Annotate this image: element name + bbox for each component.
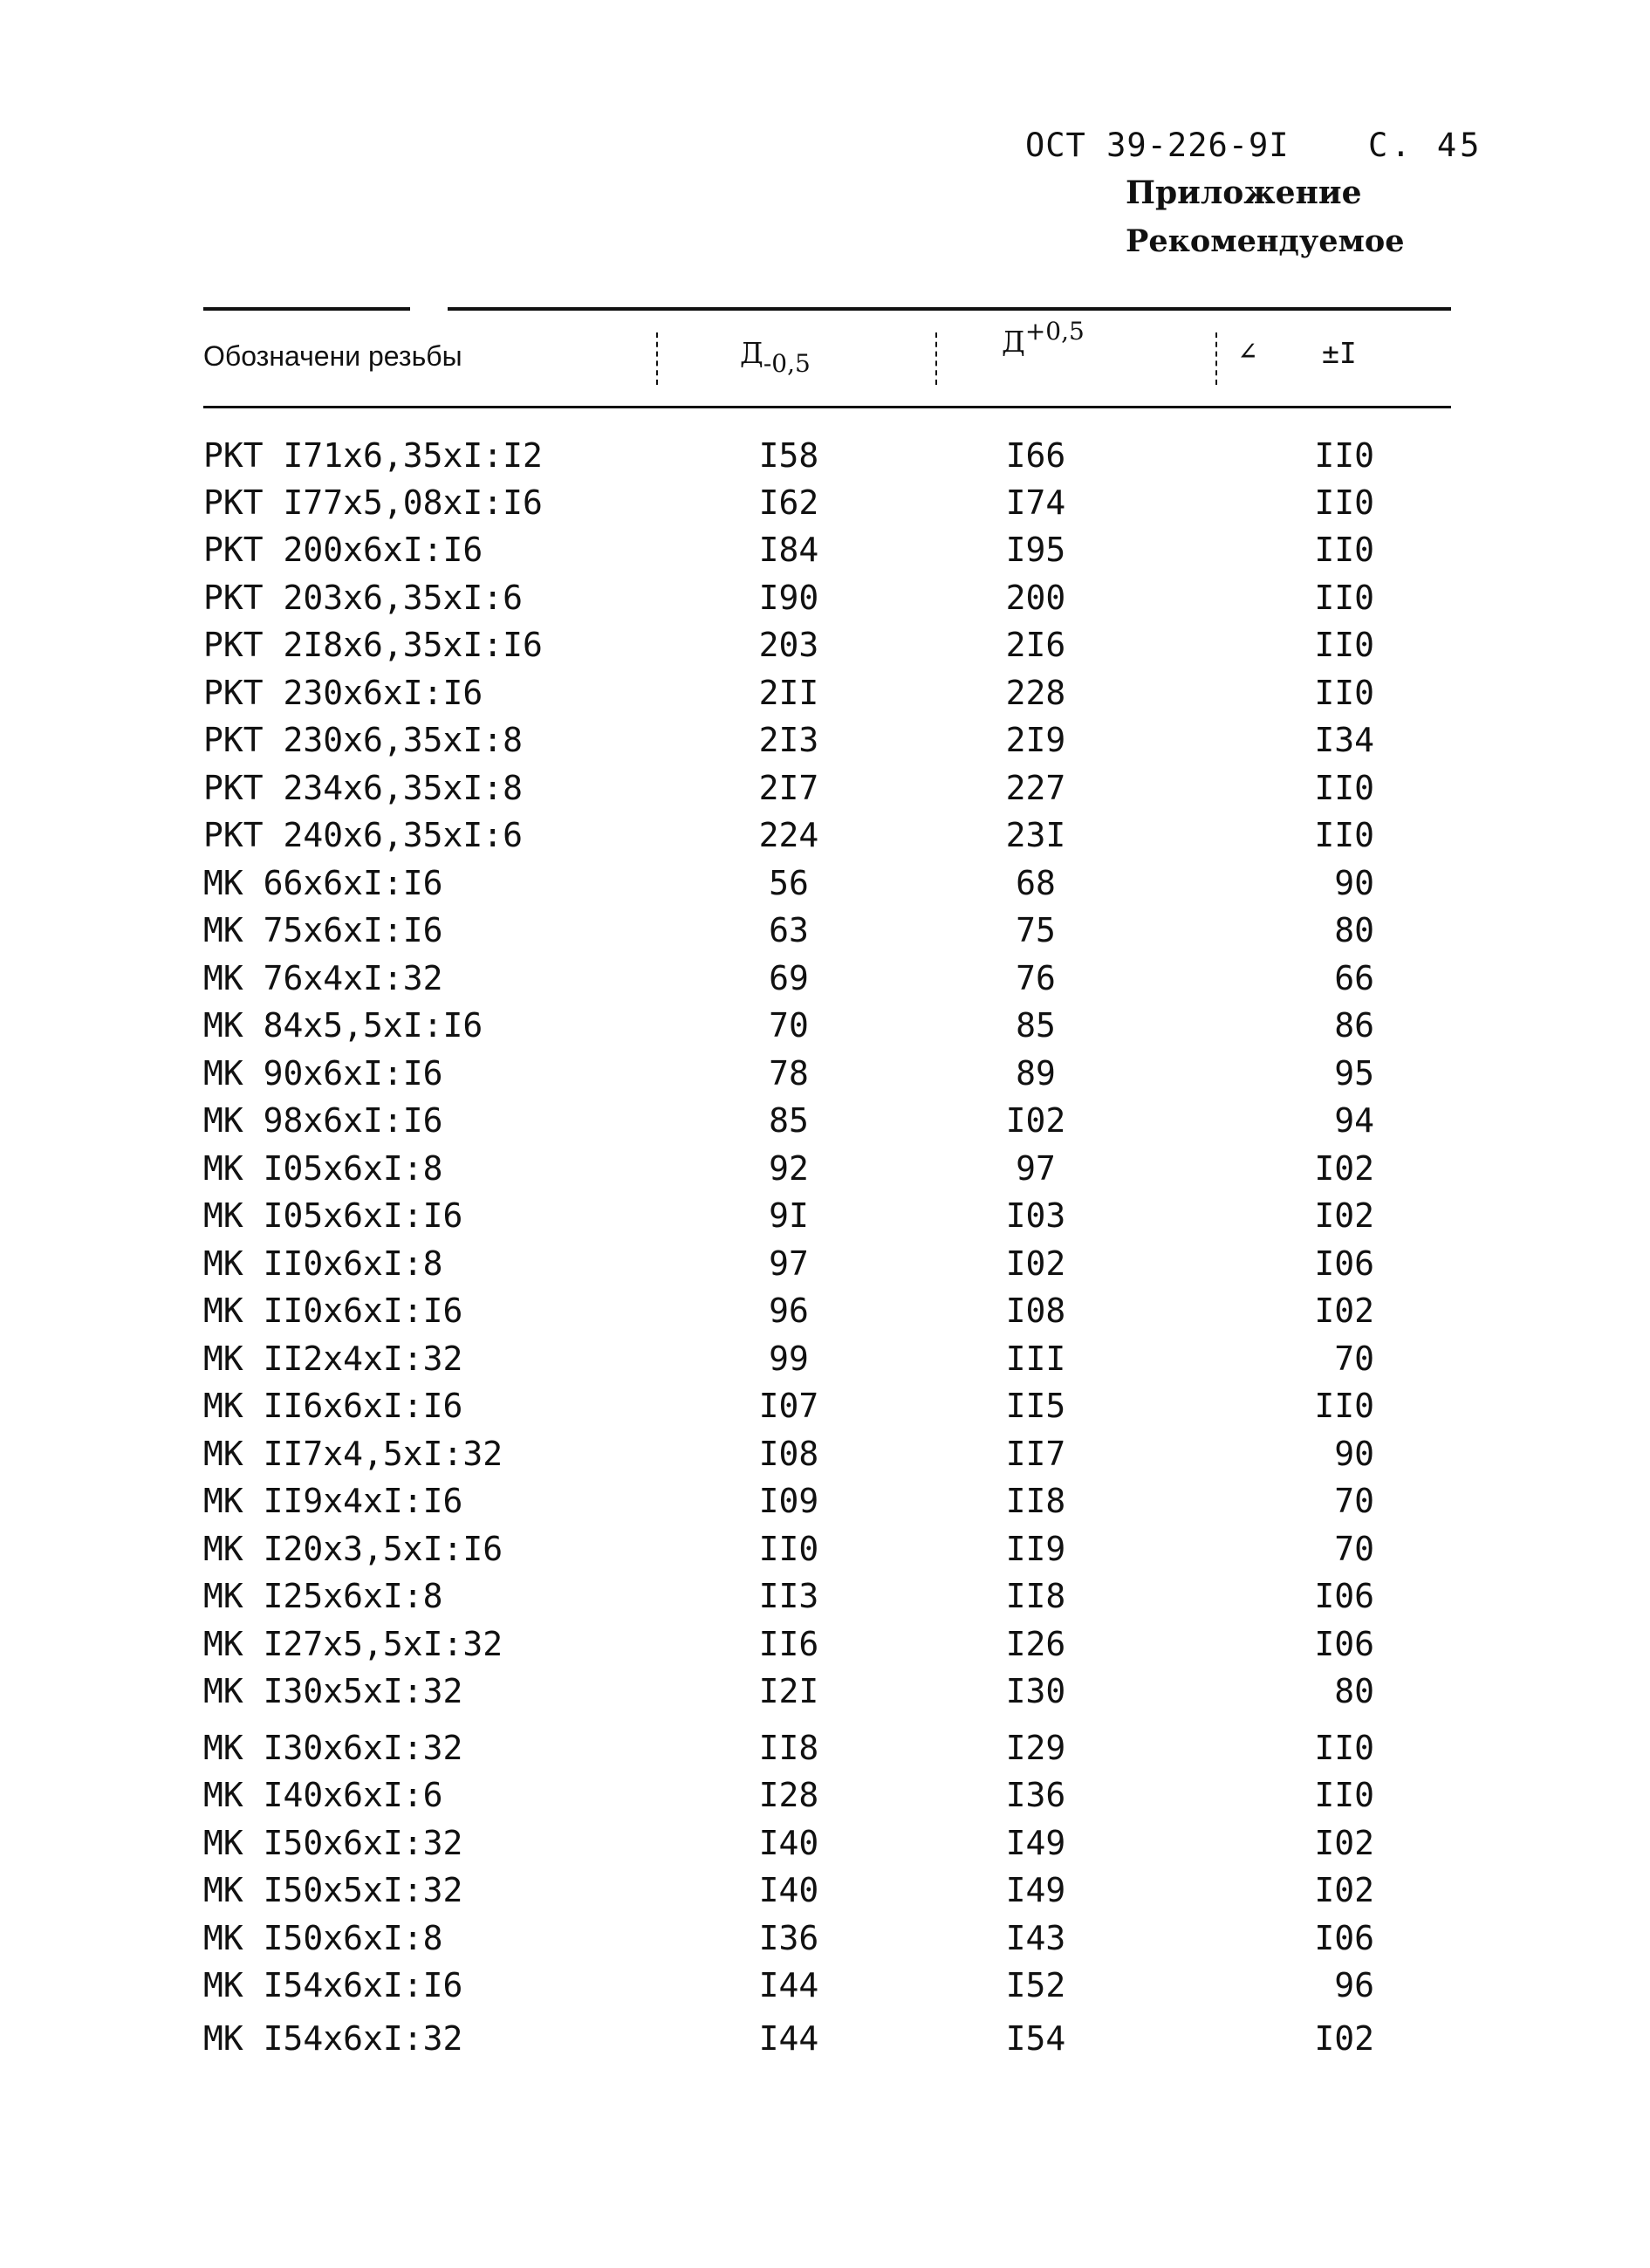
angle-value: 94 (1334, 1101, 1374, 1140)
angle-value: 70 (1334, 1340, 1374, 1378)
table-row (0, 1052, 1650, 1095)
angle-value: I02 (1314, 1871, 1374, 1909)
outer-diameter-value: I08 (1005, 1292, 1066, 1330)
inner-diameter-value: I09 (758, 1482, 819, 1520)
column-header-angle: ∠ (1239, 334, 1256, 368)
table-top-rule (448, 307, 1451, 311)
thread-designation: МК I25х6хI:8 (203, 1577, 443, 1615)
angle-value: 70 (1334, 1530, 1374, 1568)
outer-diameter-value: I66 (1005, 436, 1066, 475)
inner-diameter-value: 224 (758, 816, 819, 854)
column-header-inner-diameter: $Д_{-0,5}$ (740, 336, 811, 378)
outer-diameter-value: II7 (1005, 1435, 1066, 1473)
inner-diameter-value: I36 (758, 1919, 819, 1957)
outer-diameter-value: I52 (1005, 1966, 1066, 2004)
inner-diameter-value: II6 (758, 1625, 819, 1663)
outer-diameter-value: II8 (1005, 1482, 1066, 1520)
appendix-status: Рекомендуемое (1126, 223, 1405, 259)
inner-diameter-value: I07 (758, 1387, 819, 1425)
thread-designation: РКТ I77х5,08хI:I6 (203, 483, 543, 522)
inner-diameter-value: I40 (758, 1824, 819, 1862)
inner-diameter-value: 70 (769, 1006, 809, 1045)
thread-designation: МК I50х6хI:8 (203, 1919, 443, 1957)
thread-designation: МК II9х4хI:I6 (203, 1482, 463, 1520)
table-row (0, 718, 1650, 762)
angle-value: 80 (1334, 911, 1374, 949)
outer-diameter-value: I74 (1005, 483, 1066, 522)
column-header-designation: Обозначени резьбы (203, 340, 462, 372)
thread-designation: МК 76х4хI:32 (203, 959, 443, 997)
column-separator (656, 332, 658, 385)
table-row (0, 1773, 1650, 1817)
table-row (0, 1337, 1650, 1381)
table-row (0, 1242, 1650, 1285)
outer-diameter-value: I02 (1005, 1101, 1066, 1140)
table-row (0, 528, 1650, 572)
table-row (0, 1479, 1650, 1523)
outer-diameter-value: 2I9 (1005, 721, 1066, 759)
inner-diameter-value: 9I (769, 1196, 809, 1235)
table-row (0, 671, 1650, 715)
angle-value: I02 (1314, 1149, 1374, 1188)
column-separator (1215, 332, 1217, 385)
table-row (0, 956, 1650, 1000)
table-row (0, 908, 1650, 952)
inner-diameter-value: 85 (769, 1101, 809, 1140)
outer-diameter-value: I03 (1005, 1196, 1066, 1235)
thread-designation: РКТ 240х6,35хI:6 (203, 816, 524, 854)
thread-designation: РКТ 234х6,35хI:8 (203, 769, 524, 807)
angle-value: I06 (1314, 1577, 1374, 1615)
outer-diameter-value: I02 (1005, 1244, 1066, 1283)
thread-designation: РКТ 2I8х6,35хI:I6 (203, 626, 543, 664)
angle-value: I34 (1314, 721, 1374, 759)
table-row (0, 481, 1650, 524)
angle-value: II0 (1314, 531, 1374, 569)
table-row (0, 1527, 1650, 1571)
thread-designation: МК II0х6хI:8 (203, 1244, 443, 1283)
thread-designation: МК II2х4хI:32 (203, 1340, 463, 1378)
inner-diameter-value: I90 (758, 579, 819, 617)
inner-diameter-value: I62 (758, 483, 819, 522)
inner-diameter-value: 96 (769, 1292, 809, 1330)
table-row (0, 1916, 1650, 1960)
inner-diameter-value: I44 (758, 1966, 819, 2004)
angle-value: 90 (1334, 1435, 1374, 1473)
angle-value: 96 (1334, 1966, 1374, 2004)
table-row (0, 1432, 1650, 1476)
outer-diameter-value: II8 (1005, 1577, 1066, 1615)
outer-diameter-value: 227 (1005, 769, 1066, 807)
table-row (0, 813, 1650, 857)
outer-diameter-value: I54 (1005, 2019, 1066, 2058)
angle-value: II0 (1314, 483, 1374, 522)
table-row (0, 1963, 1650, 2007)
thread-designation: РКТ I71х6,35хI:I2 (203, 436, 543, 475)
thread-designation: МК I54х6хI:32 (203, 2019, 463, 2058)
angle-value: 70 (1334, 1482, 1374, 1520)
thread-designation: МК II0х6хI:I6 (203, 1292, 463, 1330)
inner-diameter-value: I28 (758, 1776, 819, 1814)
table-row (0, 1147, 1650, 1190)
angle-value: 66 (1334, 959, 1374, 997)
thread-designation: РКТ 230х6хI:I6 (203, 674, 483, 712)
table-row (0, 434, 1650, 477)
outer-diameter-value: 76 (1016, 959, 1056, 997)
inner-diameter-value: I40 (758, 1871, 819, 1909)
table-row (0, 1574, 1650, 1618)
thread-designation: МК 66х6хI:I6 (203, 864, 443, 902)
inner-diameter-value: 78 (769, 1054, 809, 1093)
table-row (0, 1726, 1650, 1770)
table-row (0, 861, 1650, 905)
appendix-label: Приложение (1126, 175, 1362, 211)
angle-value: I06 (1314, 1625, 1374, 1663)
inner-diameter-value: 203 (758, 626, 819, 664)
table-top-rule (203, 307, 410, 311)
angle-value: I02 (1314, 1292, 1374, 1330)
outer-diameter-value: I95 (1005, 531, 1066, 569)
inner-diameter-value: I58 (758, 436, 819, 475)
thread-designation: РКТ 230х6,35хI:8 (203, 721, 524, 759)
table-row (0, 1289, 1650, 1333)
inner-diameter-value: 2II (758, 674, 819, 712)
angle-value: I02 (1314, 1196, 1374, 1235)
table-row (0, 1194, 1650, 1237)
table-header-rule (203, 406, 1451, 408)
table-row (0, 576, 1650, 620)
thread-designation: МК 98х6хI:I6 (203, 1101, 443, 1140)
thread-designation: МК I40х6хI:6 (203, 1776, 443, 1814)
thread-designation: МК I54х6хI:I6 (203, 1966, 463, 2004)
table-row (0, 623, 1650, 667)
angle-value: II0 (1314, 1776, 1374, 1814)
angle-value: 86 (1334, 1006, 1374, 1045)
table-row (0, 1821, 1650, 1865)
angle-value: II0 (1314, 769, 1374, 807)
thread-designation: МК I27х5,5хI:32 (203, 1625, 503, 1663)
inner-diameter-value: 69 (769, 959, 809, 997)
inner-diameter-value: 56 (769, 864, 809, 902)
thread-designation: МК I30х6хI:32 (203, 1729, 463, 1767)
table-row (0, 1384, 1650, 1428)
outer-diameter-value: I49 (1005, 1871, 1066, 1909)
inner-diameter-value: 99 (769, 1340, 809, 1378)
outer-diameter-value: 85 (1016, 1006, 1056, 1045)
outer-diameter-value: I49 (1005, 1824, 1066, 1862)
thread-designation: МК I05х6хI:8 (203, 1149, 443, 1188)
thread-designation: МК II6х6хI:I6 (203, 1387, 463, 1425)
inner-diameter-value: I2I (758, 1672, 819, 1710)
inner-diameter-value: I08 (758, 1435, 819, 1473)
angle-value: 95 (1334, 1054, 1374, 1093)
table-row (0, 1622, 1650, 1666)
thread-designation: РКТ 203х6,35хI:6 (203, 579, 524, 617)
thread-designation: МК II7х4,5хI:32 (203, 1435, 503, 1473)
thread-designation: МК I50х5хI:32 (203, 1871, 463, 1909)
angle-value: I06 (1314, 1244, 1374, 1283)
thread-designation: МК 84х5,5хI:I6 (203, 1006, 483, 1045)
angle-value: II0 (1314, 626, 1374, 664)
table-row (0, 766, 1650, 810)
inner-diameter-value: I84 (758, 531, 819, 569)
angle-value: 90 (1334, 864, 1374, 902)
angle-value: II0 (1314, 1729, 1374, 1767)
column-header-angle-tolerance: ±I (1322, 336, 1357, 370)
outer-diameter-value: I36 (1005, 1776, 1066, 1814)
table-row (0, 1004, 1650, 1047)
outer-diameter-value: II5 (1005, 1387, 1066, 1425)
thread-designation: МК I50х6хI:32 (203, 1824, 463, 1862)
angle-value: 80 (1334, 1672, 1374, 1710)
outer-diameter-value: 2I6 (1005, 626, 1066, 664)
outer-diameter-value: 89 (1016, 1054, 1056, 1093)
outer-diameter-value: I26 (1005, 1625, 1066, 1663)
standard-number: ОСТ 39-226-9I (1025, 127, 1290, 164)
outer-diameter-value: 200 (1005, 579, 1066, 617)
thread-designation: МК 90х6хI:I6 (203, 1054, 443, 1093)
outer-diameter-value: I43 (1005, 1919, 1066, 1957)
outer-diameter-value: II9 (1005, 1530, 1066, 1568)
inner-diameter-value: 2I3 (758, 721, 819, 759)
angle-value: II0 (1314, 816, 1374, 854)
angle-value: I02 (1314, 1824, 1374, 1862)
table-row (0, 1669, 1650, 1713)
column-header-outer-diameter: $Д^{+0,5}$ (1002, 317, 1085, 359)
outer-diameter-value: 228 (1005, 674, 1066, 712)
thread-designation: МК I20х3,5хI:I6 (203, 1530, 503, 1568)
page-number: С. 45 (1368, 127, 1483, 164)
inner-diameter-value: II3 (758, 1577, 819, 1615)
angle-value: II0 (1314, 579, 1374, 617)
table-row (0, 1868, 1650, 1912)
inner-diameter-value: I44 (758, 2019, 819, 2058)
thread-designation: РКТ 200х6хI:I6 (203, 531, 483, 569)
thread-designation: МК I30х5хI:32 (203, 1672, 463, 1710)
thread-designation: МК I05х6хI:I6 (203, 1196, 463, 1235)
angle-value: I06 (1314, 1919, 1374, 1957)
table-row (0, 2017, 1650, 2060)
inner-diameter-value: II0 (758, 1530, 819, 1568)
inner-diameter-value: 63 (769, 911, 809, 949)
outer-diameter-value: I29 (1005, 1729, 1066, 1767)
angle-value: II0 (1314, 674, 1374, 712)
inner-diameter-value: 97 (769, 1244, 809, 1283)
inner-diameter-value: 2I7 (758, 769, 819, 807)
angle-value: II0 (1314, 436, 1374, 475)
inner-diameter-value: 92 (769, 1149, 809, 1188)
outer-diameter-value: III (1005, 1340, 1066, 1378)
outer-diameter-value: 68 (1016, 864, 1056, 902)
angle-value: I02 (1314, 2019, 1374, 2058)
angle-value: II0 (1314, 1387, 1374, 1425)
column-separator (935, 332, 937, 385)
outer-diameter-value: I30 (1005, 1672, 1066, 1710)
inner-diameter-value: II8 (758, 1729, 819, 1767)
outer-diameter-value: 75 (1016, 911, 1056, 949)
outer-diameter-value: 97 (1016, 1149, 1056, 1188)
outer-diameter-value: 23I (1005, 816, 1066, 854)
thread-designation: МК 75х6хI:I6 (203, 911, 443, 949)
table-row (0, 1099, 1650, 1142)
